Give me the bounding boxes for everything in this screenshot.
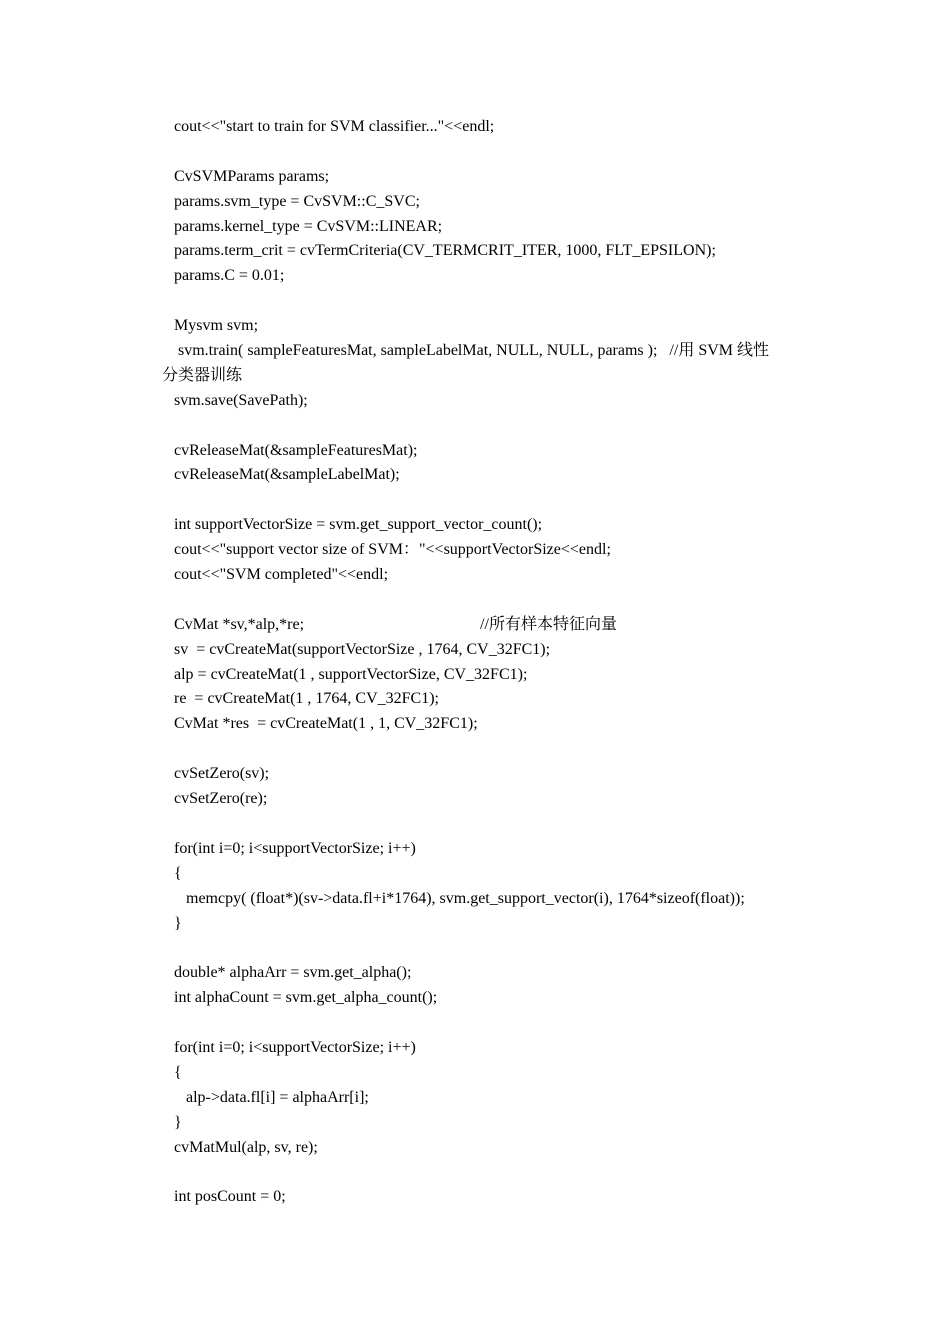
- code-line: alp->data.fl[i] = alphaArr[i];: [162, 1088, 369, 1106]
- code-line: 分类器训练: [162, 366, 243, 384]
- code-line: int alphaCount = svm.get_alpha_count();: [162, 989, 438, 1007]
- code-line: params.term_crit = cvTermCriteria(CV_TERMCRIT_ITER, 1000, FLT_EPSILON);: [162, 242, 716, 260]
- code-line: CvMat *sv,*alp,*re; //所有样本特征向量: [162, 615, 617, 633]
- code-listing: [162, 115, 822, 1210]
- code-line: {: [162, 864, 182, 882]
- code-line: for(int i=0; i<supportVectorSize; i++): [162, 1038, 416, 1056]
- code-line: [162, 1160, 822, 1185]
- code-line: params.kernel_type = CvSVM::LINEAR;: [162, 217, 443, 235]
- code-line: [162, 588, 822, 613]
- code-line: cvReleaseMat(&sampleFeaturesMat);: [162, 441, 418, 459]
- code-line: double* alphaArr = svm.get_alpha();: [162, 964, 412, 982]
- code-line: svm.save(SavePath);: [162, 391, 308, 409]
- code-line: CvMat *res = cvCreateMat(1 , 1, CV_32FC1);: [162, 715, 478, 733]
- code-line: cout<<"start to train for SVM classifier..."<<endl;: [162, 118, 495, 135]
- code-line: cout<<"support vector size of SVM："<<supportVectorSize<<endl;: [162, 541, 611, 559]
- code-line: alp = cvCreateMat(1 , supportVectorSize, CV_32FC1);: [162, 665, 528, 683]
- code-line: Mysvm svm;: [162, 317, 259, 335]
- code-line: for(int i=0; i<supportVectorSize; i++): [162, 839, 416, 857]
- code-line: CvSVMParams params;: [162, 167, 330, 185]
- code-line: params.svm_type = CvSVM::C_SVC;: [162, 192, 420, 210]
- code-line: [162, 812, 822, 837]
- code-line: cvSetZero(sv);: [162, 765, 270, 783]
- code-line: [162, 488, 822, 513]
- code-line: cvReleaseMat(&sampleLabelMat);: [162, 466, 400, 484]
- code-line: params.C = 0.01;: [162, 267, 285, 285]
- code-line: [162, 936, 822, 961]
- code-line: memcpy( (float*)(sv->data.fl+i*1764), svm.get_support_vector(i), 1764*sizeof(float));: [162, 889, 745, 907]
- code-line: int supportVectorSize = svm.get_support_vector_count();: [162, 516, 543, 534]
- code-line: cout<<"SVM completed"<<endl;: [162, 566, 389, 584]
- code-line: re = cvCreateMat(1 , 1764, CV_32FC1);: [162, 690, 439, 708]
- code-line: [162, 1011, 822, 1036]
- code-line: [162, 414, 822, 439]
- code-line: int posCount = 0;: [162, 1188, 286, 1206]
- code-line: [162, 140, 822, 165]
- code-line: [162, 289, 822, 314]
- code-line: cvSetZero(re);: [162, 790, 268, 808]
- code-line: cvMatMul(alp, sv, re);: [162, 1138, 318, 1156]
- code-line: }: [162, 1113, 182, 1131]
- code-line: [162, 737, 822, 762]
- code-line: }: [162, 914, 182, 932]
- code-line: sv = cvCreateMat(supportVectorSize , 1764, CV_32FC1);: [162, 640, 551, 658]
- code-line: {: [162, 1063, 182, 1081]
- code-line: svm.train( sampleFeaturesMat, sampleLabelMat, NULL, NULL, params ); //用 SVM 线性: [162, 342, 769, 360]
